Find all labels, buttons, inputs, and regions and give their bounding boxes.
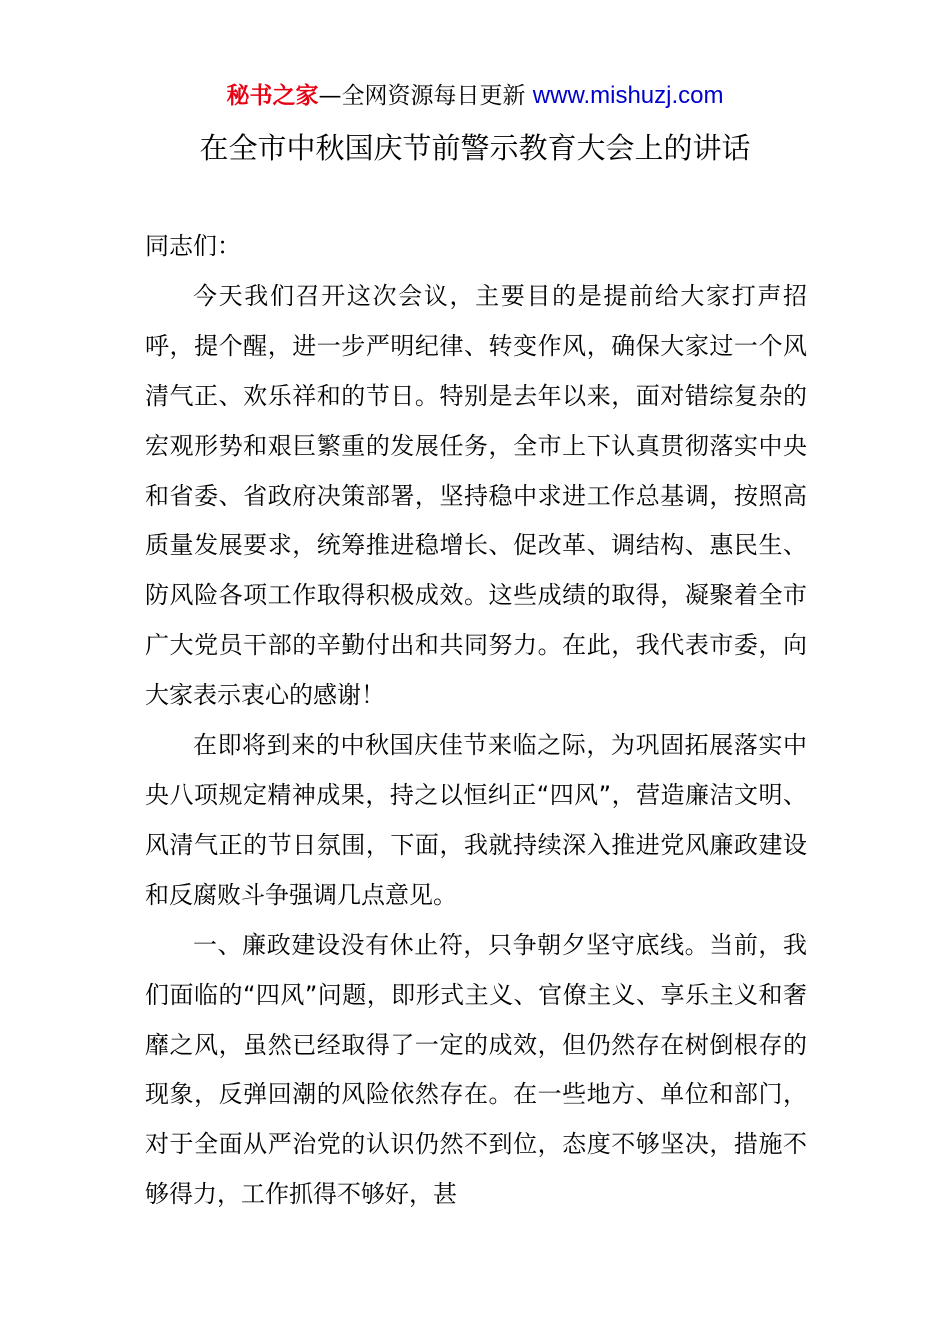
salutation: 同志们： (145, 232, 241, 260)
paragraph-2: 在即将到来的中秋国庆佳节来临之际，为巩固拓展落实中央八项规定精神成果，持之以恒纠正“四风”，营造廉洁文明、风清气正的节日氛围，下面，我就持续深入推进党风廉政建设和反腐败斗争强调几点意见。 (145, 731, 807, 909)
site-tagline: —全网资源每日更新 (318, 83, 526, 109)
site-url-link[interactable]: www.mishuzj.com (532, 82, 724, 109)
document-title: 在全市中秋国庆节前警示教育大会上的讲话 (199, 131, 751, 165)
document-body (145, 222, 807, 1220)
paragraph-3: 一、廉政建设没有休止符，只争朝夕坚守底线。当前，我们面临的“四风”问题，即形式主义、官僚主义、享乐主义和奢靡之风，虽然已经取得了一定的成效，但仍然存在树倒根存的现象，反弹回潮的风险依然存在。在一些地方、单位和部门，对于全面从严治党的认识仍然不到位，态度不够坚决，措施不够得力，工作抓得不够好，甚 (145, 930, 807, 1209)
site-brand: 秘书之家 (226, 83, 319, 109)
site-header (0, 80, 950, 112)
paragraph-1: 今天我们召开这次会议，主要目的是提前给大家打声招呼，提个醒，进一步严明纪律、转变作风，确保大家过一个风清气正、欢乐祥和的节日。特别是去年以来，面对错综复杂的宏观形势和艰巨繁重的发展任务，全市上下认真贯彻落实中央和省委、省政府决策部署，坚持稳中求进工作总基调，按照高质量发展要求，统筹推进稳增长、促改革、调结构、惠民生、防风险各项工作取得积极成效。这些成绩的取得，凝聚着全市广大党员干部的辛勤付出和共同努力。在此，我代表市委，向大家表示衷心的感谢！ (145, 281, 807, 710)
